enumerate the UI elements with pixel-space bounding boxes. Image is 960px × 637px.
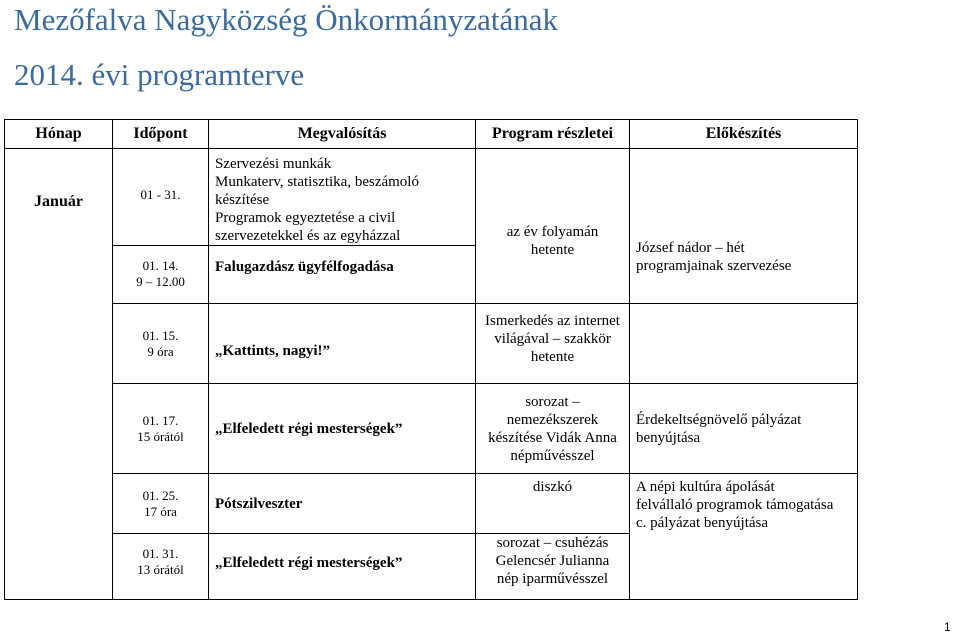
preparation-cell	[630, 304, 858, 384]
details-cell	[476, 304, 630, 384]
details-line: világával – szakkör	[494, 331, 611, 347]
realization-cell	[209, 534, 476, 600]
time-date: 01. 15.	[142, 327, 179, 343]
realization-cell	[209, 384, 476, 474]
realization-line: Programok egyeztetése a civil	[215, 210, 396, 226]
details-line: hetente	[530, 242, 575, 258]
time-cell	[113, 534, 209, 600]
time-hours: 13 órától	[137, 562, 184, 577]
document-title-line2: 2014. évi programterve	[14, 57, 305, 92]
realization-cell	[209, 246, 476, 304]
realization-line: Szervezési munkák	[215, 156, 332, 172]
table-row	[5, 384, 858, 474]
month-cell	[5, 149, 113, 600]
time-cell	[113, 304, 209, 384]
realization-text: „Kattints, nagyi!”	[215, 343, 331, 359]
details-cell	[476, 534, 630, 600]
time-cell	[113, 149, 209, 246]
details-line: az év folyamán	[506, 224, 599, 240]
program-table	[4, 119, 858, 600]
realization-text: Pótszilveszter	[215, 495, 303, 512]
preparation-line: benyújtása	[636, 429, 701, 446]
details-line: diszkó	[532, 479, 573, 495]
table-row	[5, 474, 858, 534]
details-cell	[476, 474, 630, 534]
preparation-line: József nádor – hét	[636, 240, 745, 256]
time-cell	[113, 246, 209, 304]
preparation-line: A népi kultúra ápolását	[636, 479, 775, 495]
realization-cell	[209, 304, 476, 384]
details-line: nemezékszerek	[506, 411, 599, 428]
month-label: Január	[34, 193, 83, 210]
header-month: Hónap	[5, 120, 113, 149]
details-line: sorozat –	[525, 393, 580, 410]
preparation-line: felvállaló programok támogatása	[636, 497, 834, 513]
details-cell	[476, 384, 630, 474]
details-line: sorozat – csuhézás	[496, 535, 609, 551]
page-number: 1	[944, 620, 951, 634]
preparation-line: programjainak szervezése	[636, 258, 792, 274]
details-line: hetente	[530, 349, 575, 365]
time-hours: 9 óra	[147, 343, 174, 359]
realization-text: „Elfeledett régi mesterségek”	[215, 420, 403, 437]
header-time: Időpont	[113, 120, 209, 149]
realization-line: Munkaterv, statisztika, beszámoló	[215, 174, 419, 190]
preparation-line: Érdekeltségnövelő pályázat	[636, 411, 802, 428]
details-line: Gelencsér Julianna	[495, 553, 610, 569]
time-cell	[113, 384, 209, 474]
details-line: népművésszel	[510, 447, 595, 464]
details-cell	[476, 149, 630, 304]
details-line: készítése Vidák Anna	[488, 429, 617, 446]
header-details: Program részletei	[476, 120, 630, 149]
time-hours: 15 órától	[137, 428, 184, 444]
preparation-line: c. pályázat benyújtása	[636, 515, 769, 531]
realization-cell	[209, 149, 476, 246]
time-date: 01. 14.	[142, 258, 179, 273]
time-date: 01. 31.	[142, 546, 179, 561]
time-hours: 17 óra	[144, 503, 177, 519]
realization-line: szervezetekkel és az egyházzal	[215, 228, 401, 244]
preparation-cell	[630, 474, 858, 600]
realization-cell	[209, 474, 476, 534]
time-date: 01. 17.	[142, 412, 179, 428]
realization-line: készítése	[215, 192, 270, 208]
table-row	[5, 149, 858, 246]
header-realization: Megvalósítás	[209, 120, 476, 149]
time-cell	[113, 474, 209, 534]
details-line: nép iparművésszel	[496, 571, 609, 587]
realization-text: Falugazdász ügyfélfogadása	[215, 259, 394, 275]
preparation-cell	[630, 149, 858, 304]
realization-text: „Elfeledett régi mesterségek”	[215, 555, 403, 571]
time-text: 01 - 31.	[140, 187, 181, 202]
table-header-row	[5, 120, 858, 149]
preparation-cell	[630, 384, 858, 474]
document-title-line1: Mezőfalva Nagyközség Önkormányzatának	[14, 2, 558, 37]
header-preparation: Előkészítés	[630, 120, 858, 149]
table-row	[5, 304, 858, 384]
time-hours: 9 – 12.00	[136, 274, 185, 289]
time-date: 01. 25.	[142, 487, 179, 503]
details-line: Ismerkedés az internet	[485, 313, 620, 329]
